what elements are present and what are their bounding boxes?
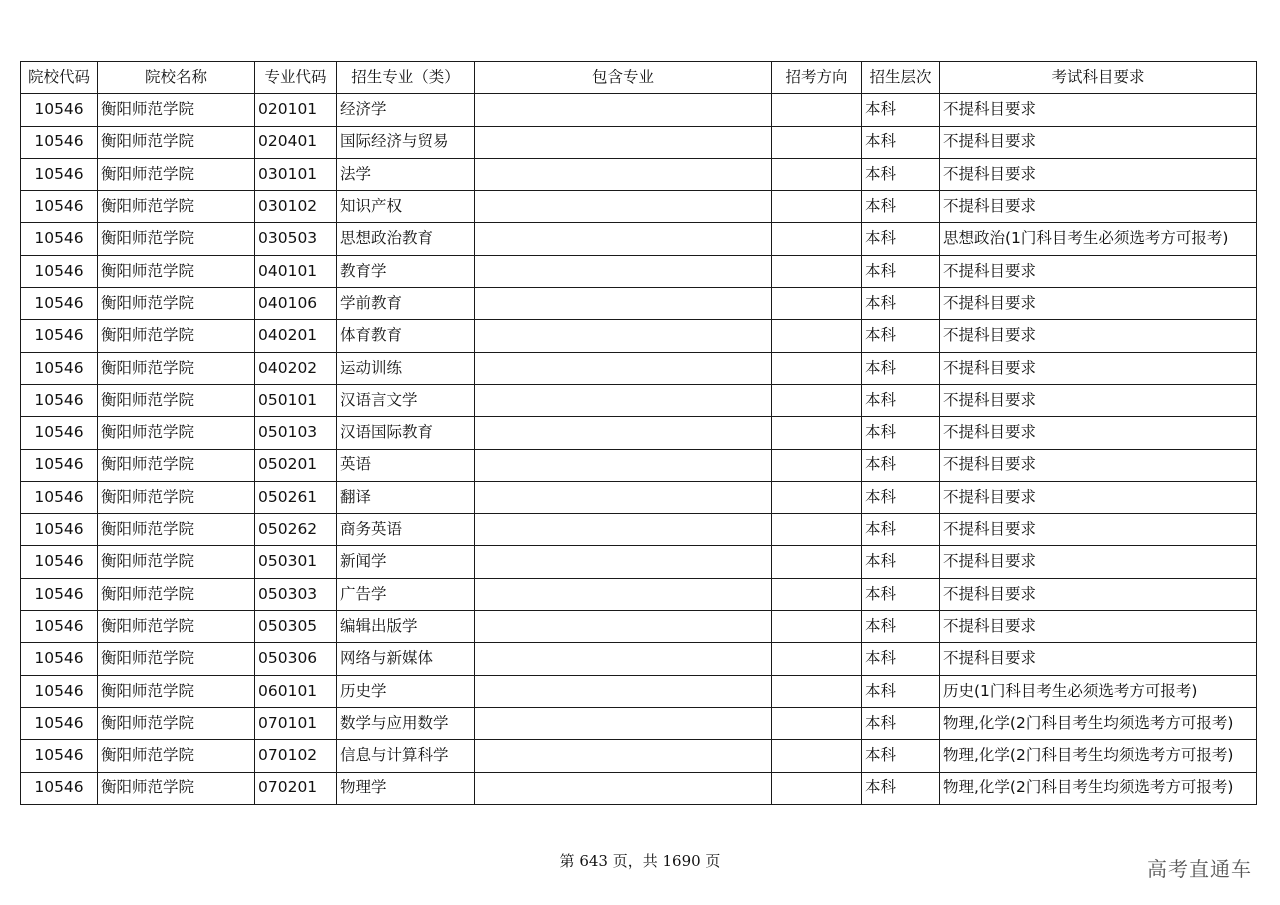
- table-row: [21, 675, 1257, 707]
- cell-major-code: 040101: [255, 255, 337, 287]
- cell-included-majors: [475, 675, 772, 707]
- cell-included-majors: [475, 94, 772, 126]
- cell-school-code: 10546: [21, 772, 98, 804]
- cell-school-code: 10546: [21, 481, 98, 513]
- cell-direction: [772, 94, 862, 126]
- cell-major-name: 教育学: [337, 255, 475, 287]
- cell-direction: [772, 546, 862, 578]
- cell-school-name: 衡阳师范学院: [98, 158, 255, 190]
- header-direction: 招考方向: [772, 62, 862, 94]
- cell-level: 本科: [862, 191, 940, 223]
- cell-subject-requirement: 不提科目要求: [940, 611, 1257, 643]
- cell-school-name: 衡阳师范学院: [98, 352, 255, 384]
- cell-school-name: 衡阳师范学院: [98, 449, 255, 481]
- cell-school-code: 10546: [21, 417, 98, 449]
- cell-level: 本科: [862, 255, 940, 287]
- admission-table: [20, 61, 1257, 805]
- cell-major-code: 040201: [255, 320, 337, 352]
- cell-direction: [772, 126, 862, 158]
- cell-major-name: 网络与新媒体: [337, 643, 475, 675]
- cell-major-name: 物理学: [337, 772, 475, 804]
- cell-level: 本科: [862, 288, 940, 320]
- cell-direction: [772, 481, 862, 513]
- table-row: [21, 740, 1257, 772]
- table-row: [21, 643, 1257, 675]
- table-row: [21, 707, 1257, 739]
- cell-direction: [772, 449, 862, 481]
- cell-subject-requirement: 不提科目要求: [940, 384, 1257, 416]
- table-body: [21, 94, 1257, 805]
- table-row: [21, 578, 1257, 610]
- cell-direction: [772, 675, 862, 707]
- cell-school-code: 10546: [21, 514, 98, 546]
- cell-direction: [772, 643, 862, 675]
- cell-major-name: 体育教育: [337, 320, 475, 352]
- cell-major-name: 历史学: [337, 675, 475, 707]
- cell-school-code: 10546: [21, 94, 98, 126]
- cell-included-majors: [475, 255, 772, 287]
- cell-school-name: 衡阳师范学院: [98, 481, 255, 513]
- cell-included-majors: [475, 126, 772, 158]
- cell-major-code: 050303: [255, 578, 337, 610]
- cell-level: 本科: [862, 384, 940, 416]
- cell-major-name: 学前教育: [337, 288, 475, 320]
- cell-major-name: 汉语言文学: [337, 384, 475, 416]
- admission-table-container: [20, 61, 1256, 805]
- cell-direction: [772, 772, 862, 804]
- cell-major-name: 广告学: [337, 578, 475, 610]
- header-major: 招生专业（类）: [337, 62, 475, 94]
- cell-level: 本科: [862, 352, 940, 384]
- cell-major-name: 信息与计算科学: [337, 740, 475, 772]
- cell-subject-requirement: 物理,化学(2门科目考生均须选考方可报考): [940, 707, 1257, 739]
- cell-school-name: 衡阳师范学院: [98, 707, 255, 739]
- cell-included-majors: [475, 417, 772, 449]
- cell-major-code: 050261: [255, 481, 337, 513]
- cell-subject-requirement: 不提科目要求: [940, 578, 1257, 610]
- cell-school-name: 衡阳师范学院: [98, 740, 255, 772]
- header-included-majors: 包含专业: [475, 62, 772, 94]
- cell-major-name: 运动训练: [337, 352, 475, 384]
- cell-included-majors: [475, 772, 772, 804]
- cell-subject-requirement: 不提科目要求: [940, 546, 1257, 578]
- cell-major-code: 050305: [255, 611, 337, 643]
- cell-direction: [772, 158, 862, 190]
- cell-major-code: 070101: [255, 707, 337, 739]
- cell-major-name: 编辑出版学: [337, 611, 475, 643]
- cell-school-code: 10546: [21, 126, 98, 158]
- cell-major-code: 020401: [255, 126, 337, 158]
- cell-level: 本科: [862, 320, 940, 352]
- cell-school-name: 衡阳师范学院: [98, 94, 255, 126]
- cell-included-majors: [475, 643, 772, 675]
- cell-major-code: 050301: [255, 546, 337, 578]
- cell-level: 本科: [862, 158, 940, 190]
- cell-school-code: 10546: [21, 158, 98, 190]
- cell-included-majors: [475, 158, 772, 190]
- cell-included-majors: [475, 546, 772, 578]
- cell-major-name: 国际经济与贸易: [337, 126, 475, 158]
- cell-school-code: 10546: [21, 384, 98, 416]
- cell-major-name: 思想政治教育: [337, 223, 475, 255]
- cell-major-name: 汉语国际教育: [337, 417, 475, 449]
- cell-subject-requirement: 不提科目要求: [940, 94, 1257, 126]
- table-row: [21, 611, 1257, 643]
- cell-subject-requirement: 不提科目要求: [940, 514, 1257, 546]
- header-subject-requirement: 考试科目要求: [940, 62, 1257, 94]
- cell-school-name: 衡阳师范学院: [98, 255, 255, 287]
- cell-included-majors: [475, 352, 772, 384]
- cell-major-code: 040106: [255, 288, 337, 320]
- cell-subject-requirement: 物理,化学(2门科目考生均须选考方可报考): [940, 772, 1257, 804]
- cell-subject-requirement: 不提科目要求: [940, 158, 1257, 190]
- cell-school-name: 衡阳师范学院: [98, 223, 255, 255]
- cell-direction: [772, 223, 862, 255]
- header-school-code: 院校代码: [21, 62, 98, 94]
- cell-direction: [772, 514, 862, 546]
- cell-school-code: 10546: [21, 740, 98, 772]
- cell-level: 本科: [862, 611, 940, 643]
- cell-level: 本科: [862, 707, 940, 739]
- cell-school-code: 10546: [21, 611, 98, 643]
- cell-major-code: 030503: [255, 223, 337, 255]
- cell-direction: [772, 578, 862, 610]
- header-school-name: 院校名称: [98, 62, 255, 94]
- table-row: [21, 384, 1257, 416]
- cell-subject-requirement: 历史(1门科目考生必须选考方可报考): [940, 675, 1257, 707]
- cell-direction: [772, 707, 862, 739]
- cell-subject-requirement: 不提科目要求: [940, 288, 1257, 320]
- cell-major-code: 070102: [255, 740, 337, 772]
- cell-direction: [772, 384, 862, 416]
- cell-major-name: 新闻学: [337, 546, 475, 578]
- cell-school-code: 10546: [21, 578, 98, 610]
- table-row: [21, 320, 1257, 352]
- table-row: [21, 158, 1257, 190]
- cell-major-name: 经济学: [337, 94, 475, 126]
- cell-included-majors: [475, 384, 772, 416]
- cell-included-majors: [475, 320, 772, 352]
- cell-major-code: 050201: [255, 449, 337, 481]
- page-number: 第 643 页，共 1690 页: [559, 852, 721, 870]
- cell-subject-requirement: 不提科目要求: [940, 191, 1257, 223]
- cell-school-name: 衡阳师范学院: [98, 611, 255, 643]
- watermark: 高考直通车: [1147, 857, 1252, 881]
- cell-level: 本科: [862, 643, 940, 675]
- cell-school-name: 衡阳师范学院: [98, 546, 255, 578]
- header-row: [21, 62, 1257, 94]
- cell-school-name: 衡阳师范学院: [98, 514, 255, 546]
- header-major-code: 专业代码: [255, 62, 337, 94]
- cell-direction: [772, 417, 862, 449]
- cell-level: 本科: [862, 740, 940, 772]
- cell-subject-requirement: 不提科目要求: [940, 643, 1257, 675]
- cell-level: 本科: [862, 546, 940, 578]
- cell-level: 本科: [862, 514, 940, 546]
- cell-included-majors: [475, 578, 772, 610]
- cell-included-majors: [475, 481, 772, 513]
- cell-level: 本科: [862, 417, 940, 449]
- table-row: [21, 223, 1257, 255]
- cell-major-name: 翻译: [337, 481, 475, 513]
- cell-level: 本科: [862, 578, 940, 610]
- cell-included-majors: [475, 707, 772, 739]
- table-row: [21, 255, 1257, 287]
- cell-major-code: 020101: [255, 94, 337, 126]
- cell-major-code: 040202: [255, 352, 337, 384]
- cell-major-name: 商务英语: [337, 514, 475, 546]
- cell-school-code: 10546: [21, 320, 98, 352]
- cell-included-majors: [475, 288, 772, 320]
- cell-included-majors: [475, 514, 772, 546]
- cell-major-name: 法学: [337, 158, 475, 190]
- cell-level: 本科: [862, 449, 940, 481]
- table-row: [21, 772, 1257, 804]
- cell-school-code: 10546: [21, 707, 98, 739]
- cell-subject-requirement: 物理,化学(2门科目考生均须选考方可报考): [940, 740, 1257, 772]
- cell-school-code: 10546: [21, 223, 98, 255]
- cell-subject-requirement: 不提科目要求: [940, 449, 1257, 481]
- cell-school-name: 衡阳师范学院: [98, 288, 255, 320]
- cell-school-name: 衡阳师范学院: [98, 191, 255, 223]
- cell-subject-requirement: 不提科目要求: [940, 352, 1257, 384]
- cell-direction: [772, 352, 862, 384]
- table-row: [21, 288, 1257, 320]
- cell-major-code: 060101: [255, 675, 337, 707]
- table-row: [21, 417, 1257, 449]
- cell-level: 本科: [862, 223, 940, 255]
- cell-included-majors: [475, 740, 772, 772]
- cell-subject-requirement: 不提科目要求: [940, 481, 1257, 513]
- cell-subject-requirement: 不提科目要求: [940, 320, 1257, 352]
- cell-school-name: 衡阳师范学院: [98, 417, 255, 449]
- cell-direction: [772, 611, 862, 643]
- cell-major-code: 050103: [255, 417, 337, 449]
- header-level: 招生层次: [862, 62, 940, 94]
- table-row: [21, 481, 1257, 513]
- cell-school-name: 衡阳师范学院: [98, 384, 255, 416]
- cell-school-code: 10546: [21, 449, 98, 481]
- cell-major-name: 知识产权: [337, 191, 475, 223]
- cell-level: 本科: [862, 94, 940, 126]
- cell-major-code: 030101: [255, 158, 337, 190]
- cell-major-name: 英语: [337, 449, 475, 481]
- cell-level: 本科: [862, 772, 940, 804]
- cell-major-code: 050306: [255, 643, 337, 675]
- cell-school-name: 衡阳师范学院: [98, 578, 255, 610]
- cell-school-code: 10546: [21, 546, 98, 578]
- cell-subject-requirement: 不提科目要求: [940, 126, 1257, 158]
- cell-included-majors: [475, 449, 772, 481]
- cell-school-code: 10546: [21, 675, 98, 707]
- table-row: [21, 449, 1257, 481]
- cell-subject-requirement: 思想政治(1门科目考生必须选考方可报考): [940, 223, 1257, 255]
- cell-major-code: 050262: [255, 514, 337, 546]
- cell-school-code: 10546: [21, 643, 98, 675]
- cell-subject-requirement: 不提科目要求: [940, 417, 1257, 449]
- cell-school-name: 衡阳师范学院: [98, 320, 255, 352]
- table-row: [21, 514, 1257, 546]
- cell-major-code: 030102: [255, 191, 337, 223]
- table-row: [21, 94, 1257, 126]
- cell-direction: [772, 740, 862, 772]
- table-row: [21, 546, 1257, 578]
- table-row: [21, 126, 1257, 158]
- cell-school-code: 10546: [21, 288, 98, 320]
- cell-school-name: 衡阳师范学院: [98, 126, 255, 158]
- cell-level: 本科: [862, 126, 940, 158]
- cell-major-code: 050101: [255, 384, 337, 416]
- table-row: [21, 191, 1257, 223]
- cell-included-majors: [475, 611, 772, 643]
- cell-included-majors: [475, 223, 772, 255]
- cell-direction: [772, 320, 862, 352]
- cell-school-code: 10546: [21, 191, 98, 223]
- cell-level: 本科: [862, 675, 940, 707]
- cell-major-name: 数学与应用数学: [337, 707, 475, 739]
- cell-school-name: 衡阳师范学院: [98, 675, 255, 707]
- cell-school-code: 10546: [21, 352, 98, 384]
- table-row: [21, 352, 1257, 384]
- cell-level: 本科: [862, 481, 940, 513]
- cell-direction: [772, 255, 862, 287]
- cell-major-code: 070201: [255, 772, 337, 804]
- cell-direction: [772, 191, 862, 223]
- cell-school-name: 衡阳师范学院: [98, 643, 255, 675]
- cell-included-majors: [475, 191, 772, 223]
- cell-school-name: 衡阳师范学院: [98, 772, 255, 804]
- cell-direction: [772, 288, 862, 320]
- cell-subject-requirement: 不提科目要求: [940, 255, 1257, 287]
- cell-school-code: 10546: [21, 255, 98, 287]
